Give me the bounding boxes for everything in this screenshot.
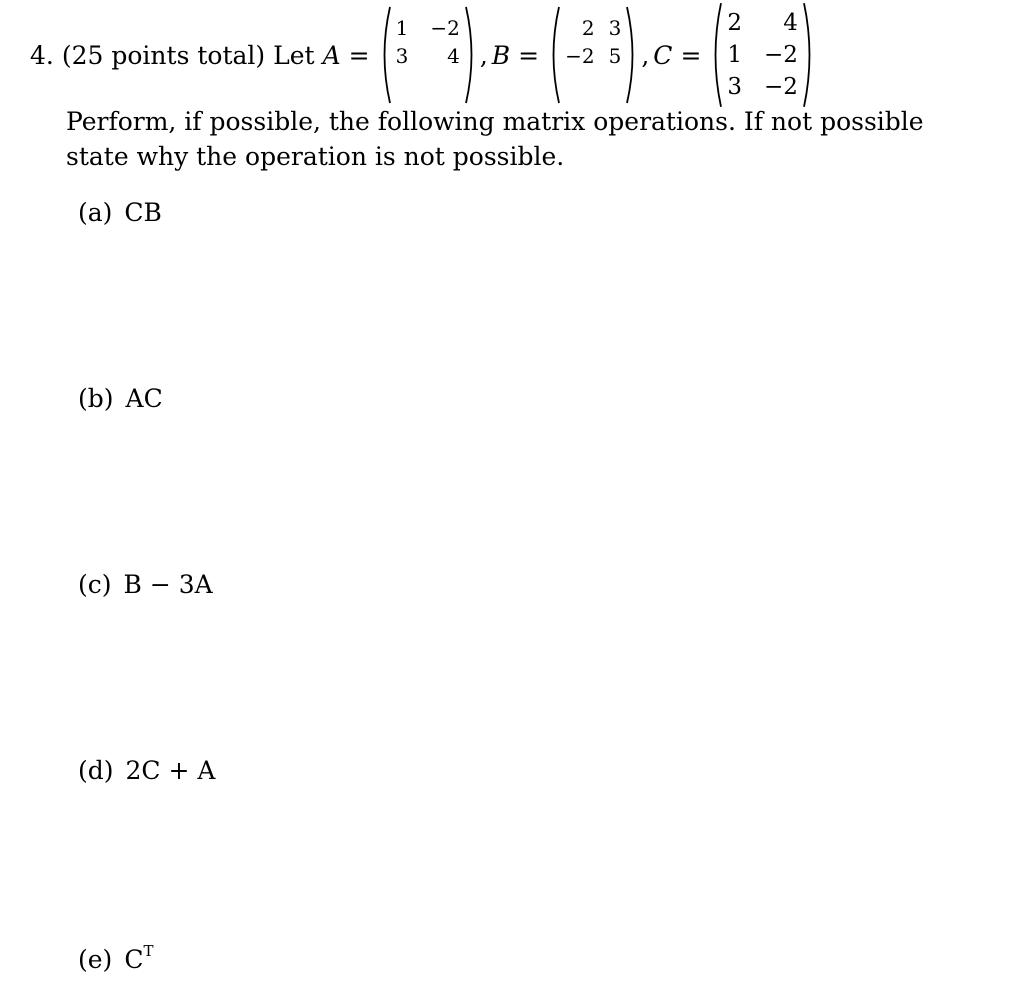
comma: , bbox=[479, 40, 488, 70]
left-paren-icon bbox=[378, 5, 392, 105]
transpose-superscript: T bbox=[143, 942, 154, 960]
matrix-c-name: C bbox=[653, 40, 673, 70]
comma: , bbox=[641, 40, 650, 70]
matrix-c-cell: −2 bbox=[764, 74, 798, 100]
part-c bbox=[78, 570, 213, 599]
matrix-b-cell: 5 bbox=[608, 44, 622, 68]
part-label: (a) bbox=[78, 198, 113, 227]
part-expression: 2C + A bbox=[125, 756, 216, 785]
matrix-c-cell: 1 bbox=[727, 42, 743, 68]
right-paren-icon bbox=[625, 5, 639, 105]
part-label: (e) bbox=[78, 945, 113, 974]
problem-statement-line bbox=[30, 0, 816, 110]
part-d bbox=[78, 756, 215, 785]
matrix-b bbox=[547, 5, 639, 105]
matrix-a-cell: 3 bbox=[395, 44, 409, 68]
problem-number: 4. bbox=[30, 40, 54, 70]
part-label: (d) bbox=[78, 756, 114, 785]
matrix-b-cell: 2 bbox=[581, 16, 595, 40]
equals-sign: = bbox=[680, 40, 702, 70]
matrix-a bbox=[378, 5, 478, 105]
part-expression: CB bbox=[124, 198, 162, 227]
matrix-c-cell: 3 bbox=[727, 74, 743, 100]
matrix-b-cell: 3 bbox=[608, 16, 622, 40]
part-label: (b) bbox=[78, 384, 114, 413]
matrix-c bbox=[709, 1, 816, 109]
left-paren-icon bbox=[709, 1, 723, 109]
matrix-a-cell: −2 bbox=[430, 16, 460, 40]
part-expression: B − 3A bbox=[123, 570, 213, 599]
instructions-text: Perform, if possible, the following matrix operations. If not possible state why the operation is not possible. bbox=[66, 107, 924, 171]
right-paren-icon bbox=[802, 1, 816, 109]
problem-intro: Let bbox=[273, 40, 315, 70]
equals-sign: = bbox=[348, 40, 370, 70]
part-a bbox=[78, 198, 162, 227]
matrix-a-cell: 4 bbox=[447, 44, 460, 68]
problem-points: (25 points total) bbox=[61, 40, 266, 70]
matrix-b-name: B bbox=[491, 40, 511, 70]
equals-sign: = bbox=[518, 40, 540, 70]
part-expression: AC bbox=[125, 384, 163, 413]
matrix-b-cell: −2 bbox=[565, 44, 595, 68]
part-e bbox=[78, 942, 153, 974]
left-paren-icon bbox=[547, 5, 561, 105]
matrix-c-cell: 2 bbox=[727, 10, 743, 36]
matrix-c-cell: −2 bbox=[764, 42, 798, 68]
matrix-a-name: A bbox=[322, 40, 341, 70]
part-expression: C bbox=[124, 945, 144, 974]
matrix-c-cell: 4 bbox=[783, 10, 798, 36]
part-b bbox=[78, 384, 163, 413]
right-paren-icon bbox=[464, 5, 478, 105]
part-label: (c) bbox=[78, 570, 112, 599]
matrix-a-cell: 1 bbox=[395, 16, 409, 40]
